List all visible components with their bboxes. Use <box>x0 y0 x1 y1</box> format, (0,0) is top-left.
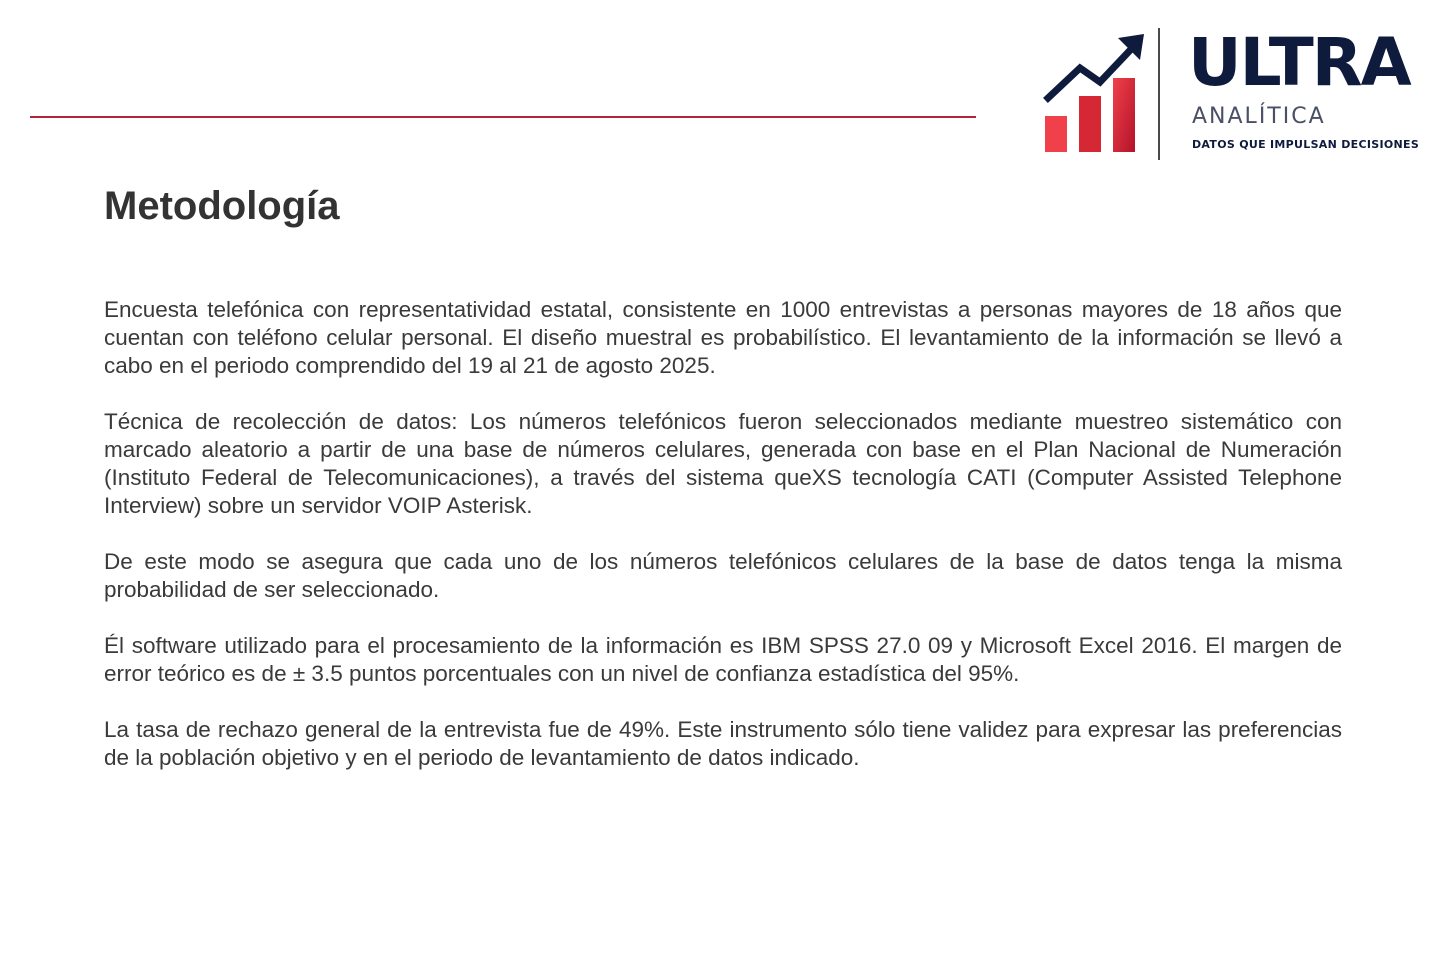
logo-divider <box>1158 28 1160 160</box>
paragraph-data-collection-technique: Técnica de recolección de datos: Los números telefónicos fueron seleccionados mediante muestreo sistemático con marcado aleatorio a partir de una base de números celulares, generada con base en el Plan Nacional de Numeración (Instituto Federal de Telecomunicaciones), a través del sistema queXS tecnología CATI (Computer Assisted Telephone Interview) sobre un servidor VOIP Asterisk. <box>104 409 1342 518</box>
paragraph-survey-description: Encuesta telefónica con representatividad estatal, consistente en 1000 entrevistas a personas mayores de 18 años que cuentan con teléfono celular personal. El diseño muestral es probabilístico. El levantamiento de la información se llevó a cabo en el periodo comprendido del 19 al 21 de agosto 2025. <box>104 297 1342 378</box>
logo-wordmark: ULTRA <box>1188 24 1410 101</box>
page-title: Metodología <box>104 184 340 228</box>
logo-subtitle: ANALÍTICA <box>1192 104 1326 129</box>
logo-tagline: DATOS QUE IMPULSAN DECISIONES <box>1192 138 1420 151</box>
logo-bar-medium <box>1079 96 1101 152</box>
paragraph-software-and-error: Él software utilizado para el procesamiento de la información es IBM SPSS 27.0 09 y Microsoft Excel 2016. El margen de error teórico es de ± 3.5 puntos porcentuales con un nivel de confianza estadística del 95%. <box>104 633 1342 686</box>
header-divider-line <box>30 116 976 118</box>
logo-bar-small <box>1045 116 1067 152</box>
company-logo <box>1040 24 1432 164</box>
growth-chart-icon <box>1040 30 1160 158</box>
paragraph-rejection-rate: La tasa de rechazo general de la entrevista fue de 49%. Este instrumento sólo tiene validez para expresar las preferencias de la población objetivo y en el periodo de levantamiento de datos indicado. <box>104 717 1342 770</box>
methodology-body <box>104 296 1342 800</box>
logo-bar-large <box>1113 78 1135 152</box>
paragraph-equal-probability: De este modo se asegura que cada uno de los números telefónicos celulares de la base de datos tenga la misma probabilidad de ser seleccionado. <box>104 549 1342 602</box>
